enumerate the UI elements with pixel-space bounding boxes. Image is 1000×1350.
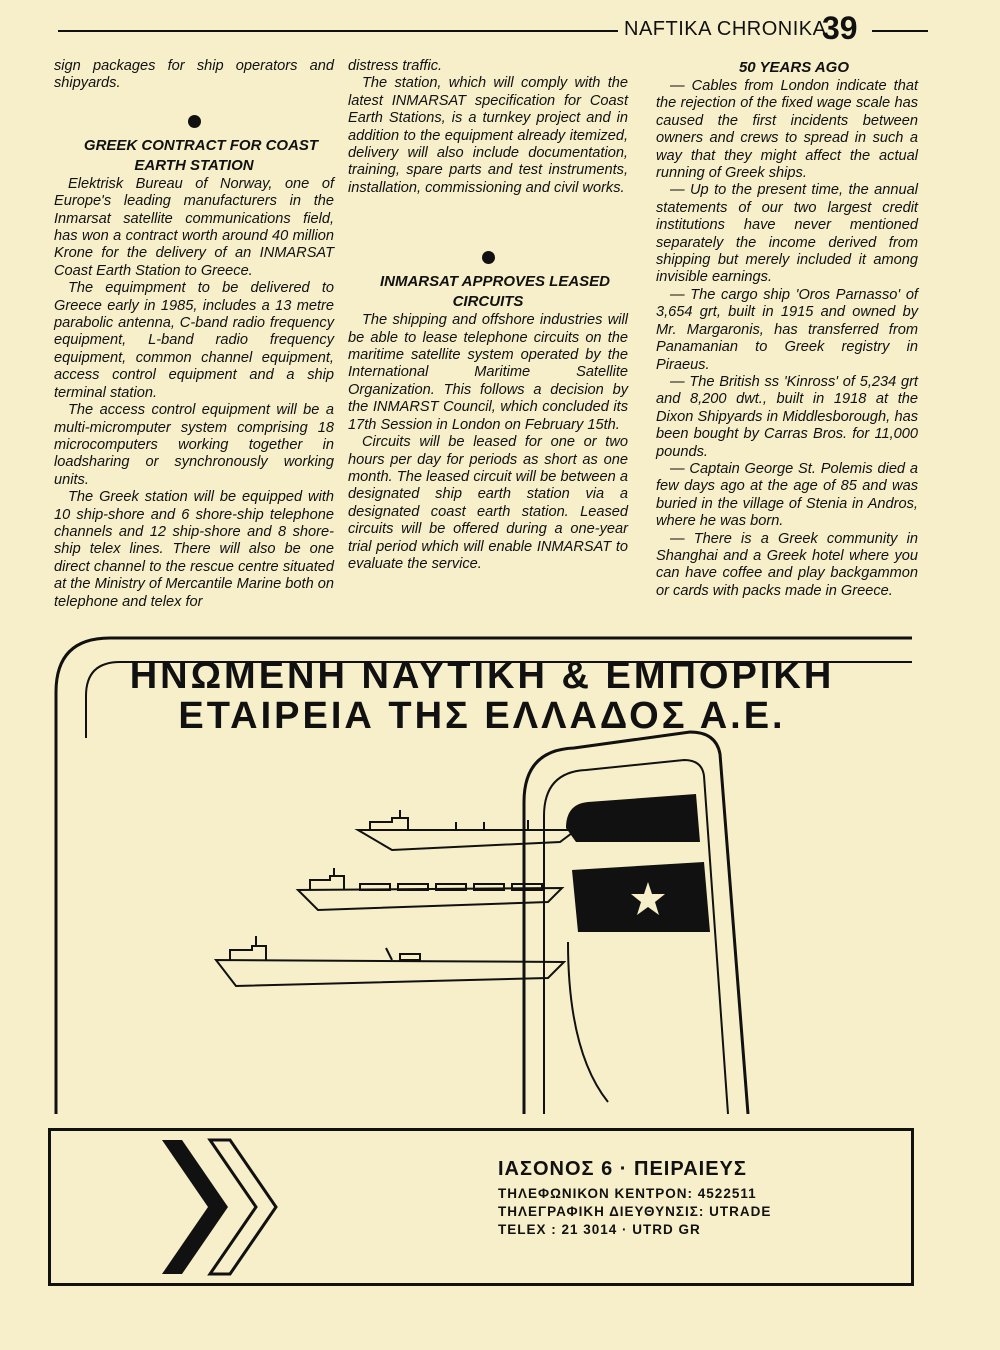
col1-paragraph: The equimpment to be delivered to Greece early in 1985, includes a 13 metre parabolic antenna, C-band radio frequency equipment, L-band radio frequency equipment, common channel equipment, access control equipment and a ship terminal station.: [54, 280, 334, 401]
article-heading-leased-circuits: INMARSAT APPROVES LEASED CIRCUITS: [379, 273, 611, 311]
header-rule-right: [872, 30, 928, 32]
ship-icon: [216, 936, 564, 986]
funnel-top-band: [566, 794, 700, 842]
col3-paragraph: — Up to the present time, the annual statements of our two largest credit institutions have never mentioned separately the income derived from shipping but merely included it among invisible earnings.: [656, 182, 918, 286]
chevron-arrows-icon: [160, 1138, 280, 1276]
col2-paragraph: The shipping and offshore industries will be able to lease telephone circuits on the maritime satellite system operated by the International Maritime Satellite Organization. This follows a decision by the INMARST Council, which concluded its 17th Session in London on February 15th.: [348, 312, 628, 433]
col1-paragraph: The Greek station will be equipped with 10 ship-shore and 6 shore-ship telephone channels and 12 ship-shore and 8 shore-ship telex lines. There will also be one direct channel to the rescue centre situated at the Ministry of Mercantile Marine both on telephone and telex for: [54, 489, 334, 610]
company-name-line1: ΗΝΩΜΕΝΗ ΝΑΥΤΙΚΗ & ΕΜΠΟΡΙΚΗ: [129, 655, 835, 697]
col3-paragraph: — The cargo ship 'Oros Parnasso' of 3,654 grt, built in 1915 and owned by Mr. Margaronis, has transferred from Panamanian to Greek registry in Piraeus.: [656, 286, 918, 373]
company-name-line2: ΕΤΑΙΡΕΙΑ ΤΗΣ ΕΛΛΑΔΟΣ Α.Ε.: [178, 695, 786, 737]
col3-paragraph: — There is a Greek community in Shanghai and a Greek hotel where you can have coffee and play backgammon or cards with packs made in Greece.: [656, 530, 918, 599]
company-phone: ΤΗΛΕΦΩΝΙΚΟΝ ΚΕΝΤΡΟΝ: 4522511: [498, 1186, 757, 1201]
col3-paragraph: — Captain George St. Polemis died a few days ago at the age of 85 and was buried in the village of Stenia in Andros, where he was born.: [656, 460, 918, 530]
company-address: ΙΑΣΟΝΟΣ 6 · ΠΕΙΡΑΙΕΥΣ: [498, 1158, 747, 1180]
header-rule-left: [58, 30, 618, 32]
column-1: [54, 58, 334, 611]
ship-icon: [298, 868, 562, 910]
magazine-name: NAFTIKA CHRONIKA: [624, 18, 827, 40]
col3-paragraph: — Cables from London indicate that the rejection of the fixed wage scale has caused the first incidents between owners and crews to spread in such a way that they might affect the actual running of Greek ships.: [656, 78, 918, 182]
col1-intro: sign packages for ship operators and shipyards.: [54, 58, 334, 92]
company-telegraph: ΤΗΛΕΓΡΑΦΙΚΗ ΔΙΕΥΘΥΝΣΙΣ: UTRADE: [498, 1204, 772, 1219]
column-2: [348, 58, 628, 573]
section-heading-50-years-ago: 50 YEARS AGO: [738, 59, 850, 76]
col2-intro: distress traffic.: [348, 58, 443, 74]
column-3: [656, 58, 918, 600]
col2-paragraph: Circuits will be leased for one or two hours per day for periods as short as one month. The leased circuit will be between a designated ship earth station via a designated coast earth station. Leased circuits will be offered during a one-year trial period which will enable INMARSAT to evaluate the service.: [348, 434, 628, 572]
col1-paragraph: Elektrisk Bureau of Norway, one of Europe's leading manufacturers in the Inmarsat satellite communications field, has won a contract worth around 40 million Krone for the delivery of an INMARSAT Coast Earth Station to Greece.: [54, 175, 334, 279]
bullet-dot: [482, 251, 495, 264]
col1-paragraph: The access control equipment will be a multi-micromputer system comprising 18 microcomputers working together in loadsharing or synchronously working units.: [54, 402, 334, 488]
page-number: 39: [822, 10, 858, 46]
col2-paragraph: The station, which will comply with the latest INMARSAT specification for Coast Earth Stations, is a turnkey project and in addition to the equipment already itemized, delivery will also include documentation, training, spare parts and test instruments, installation, commissioning and civil works.: [348, 75, 628, 196]
company-telex: TELEX : 21 3014 · UTRD GR: [498, 1222, 701, 1237]
article-heading-coast-earth-station: GREEK CONTRACT FOR COAST EARTH STATION: [83, 136, 319, 174]
col3-paragraph: — The British ss 'Kinross' of 5,234 grt and 8,200 dwt., built in 1918 at the Dixon Shipyards in Middlesborough, has been bought by Carras Bros. for 11,000 pounds.: [656, 373, 918, 460]
bullet-dot: [188, 115, 201, 128]
